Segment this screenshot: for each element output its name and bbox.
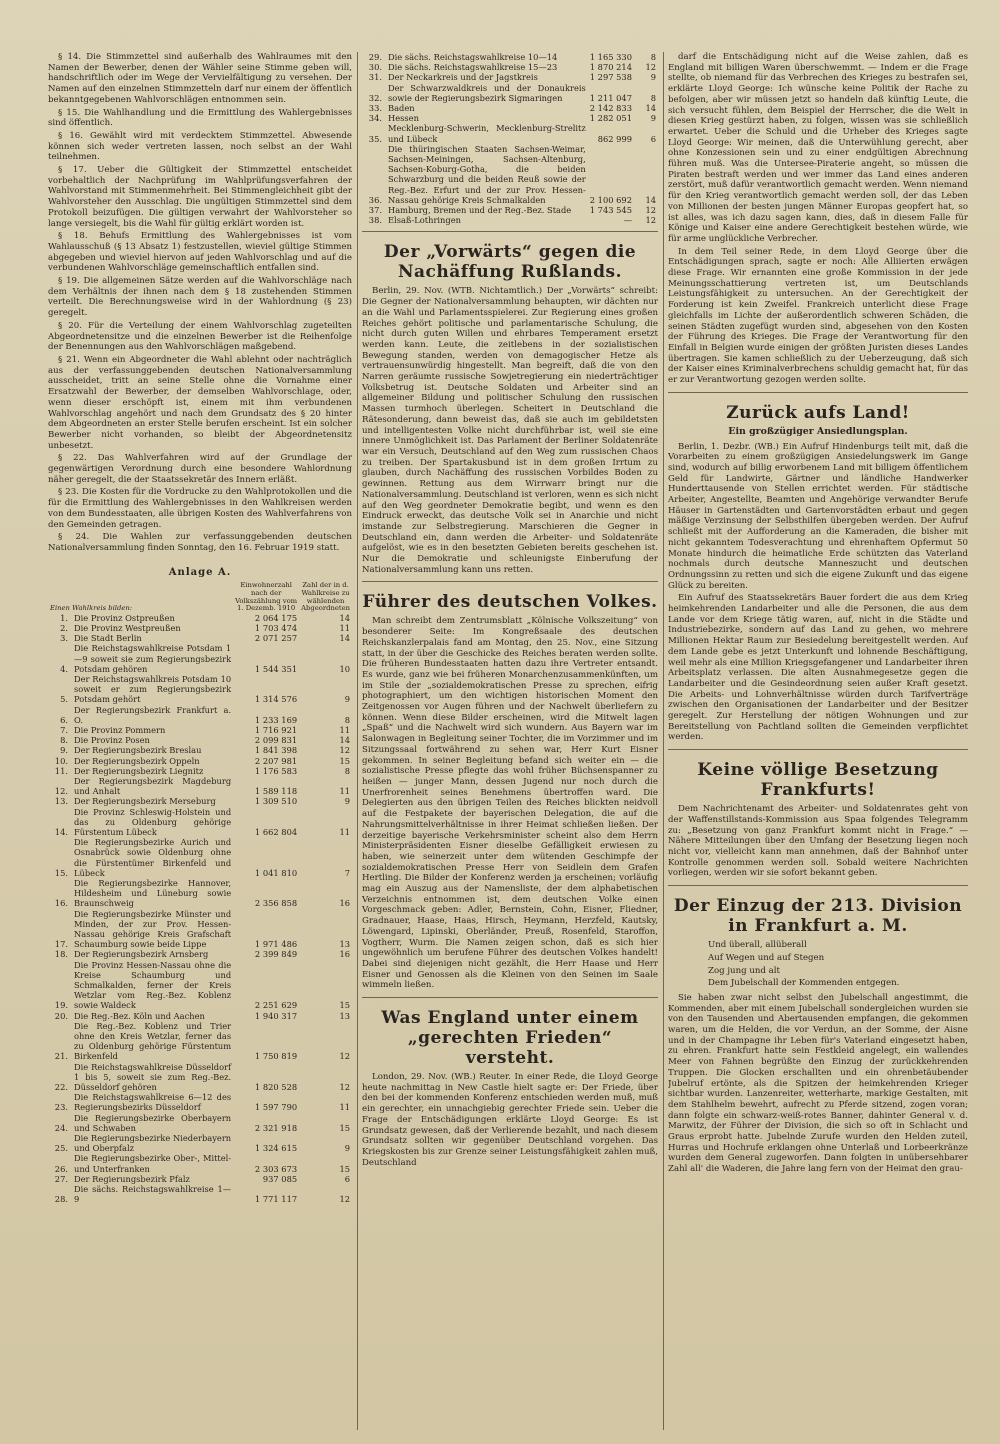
district-name: Der Regierungsbezirk Arnsberg	[74, 949, 209, 960]
table-row	[362, 205, 658, 215]
poem-line: Und überall, allüberall	[708, 940, 807, 951]
district-name: Elsaß-Lothringen	[388, 215, 461, 226]
paragraph: Dem Nachrichtenamt des Arbeiter- und Soldatenrates geht von der Waffenstillstands-Kommission aus Spaa folgendes Telegramm zu: „Besetzung von ganz Frankfurt kommt nicht in Frage.“ — Nähere Mitteilungen über den Umfang der Besetzung liegen noch nicht vor, vielleicht kann man annehmen, daß der Bahnhof unter Kontrolle genommen werden soll. Sobald weitere Nachrichten vorliegen, werden wir sie sofort bekannt geben.	[668, 804, 968, 879]
population: 1 820 528	[254, 1082, 298, 1093]
divider	[668, 885, 968, 886]
table-row	[48, 1021, 352, 1062]
article-body	[362, 1072, 658, 1168]
table-row	[48, 837, 352, 878]
row-number: 29.	[368, 52, 382, 62]
district-name: Die Provinz Hessen-Nassau ohne die Kreise Schaumburg und Schmalkalden, ferner der Kreis Wetzlar vom Reg.-Bez. Koblenz sowie Waldeck	[74, 959, 232, 1011]
district-name: Die Regierungsbezirke Niederbayern und Oberpfalz	[74, 1133, 232, 1154]
table-row	[362, 123, 658, 143]
district-name: Die Regierungsbezirke Hannover, Hildesheim und Lüneburg sowie Braunschweig	[74, 878, 232, 909]
paragraph: Berlin, 29. Nov. (WTB. Nichtamtlich.) Der „Vorwärts“ schreibt: Die Gegner der Nationalversammlung behaupten, wir dächten nur an die Wahl und Parlamentsspielerei. Zur Regierung eines großen Reiches gehört politische und parlamentarische Schulung, die nicht durch guten Willen und ehrbares Temperament ersetzt werden kann. Leute, die zeitlebens in der sozialistischen Bewegung standen, werden von demagogischer Hetze als vertrauensunwürdig hingestellt. Man begreift, daß die von den Narren geräumte russische Sowjetregierung ein niederträchtiger Volksbetrug ist. Deutsche Soldaten und Arbeiter sind an allgemeiner Bildung und politischer Schulung den russischen Massen turmhoch überlegen. Scheitert in Deutschland die Rätesonderung, dann beweist das, daß sie auch im gebildetsten und intelligentesten Volke nicht durchführbar ist, weil sie eine innere Unmöglichkeit ist. Das Parlament der Berliner Soldatenräte war ein Versuch, Deutschland auf den Weg zum russischen Chaos zu treiben. Der Spartakusbund ist in dem großen Irrtum zu glauben, durch Nachäffung des russischen Vorbildes Boden zu gewinnen. Rettung aus dem Wirrwarr bringt nur die Nationalversammlung. Deutschland ist verloren, wenn es sich nicht auf den Weg geordneter Demokratie begibt, und wenn es den Eindruck erweckt, das deutsche Volk sei in Anarchie und nicht imstande zur Selbstregierung. Marschieren die Gegner in Deutschland ein, dann werden die Arbeiter- und Soldatenräte aufgelöst, wie es in den besetzten Gebieten bereits geschehen ist. Nur die Demokratie und schleunigste Einberufung der Nationalversammlung kann uns retten.	[362, 286, 658, 575]
seat-count: 14	[339, 612, 350, 623]
seat-count: 11	[339, 724, 350, 735]
table-row	[362, 103, 658, 113]
paragraph: Man schreibt dem Zentrumsblatt „Kölnische Volkszeitung“ von besonderer Seite: Im Kongreßsaale des deutschen Reichskanzlerpalais fand am Montag, den 25. Nov., eine Sitzung statt, in der über die Geschicke des Reiches beraten werden sollte. Die früheren Bundesstaaten hatten dazu ihre Vertreter entsandt. Es wurde, ganz wie bei früheren Monarchenzusammenkünften, um im Stile der „sozialdemokratischen Presse zu sprechen, eifrig photographiert, um den wichtigen historischen Moment den Zeitgenossen vor Augen führen und der Nachwelt überliefern zu können. Wenn diese Bilder erscheinen, wird die Mitwelt lagen „Spaß“ und die Nachwelt wird sich wundern. Aus Bayern war im Salonwagen in Begleitung seiner Tochter, die im Vorzimmer und im Sitzungssaal fortwährend zu sehen war, Herr Kurt Eisner gekommen. In seiner Begleitung befand sich weiter ein — die sozialistische Presse pflegte das wohl früher Büchsenspanner zu heißen — junger Mann, dessen Jugend nur noch durch die Unerfrorenheit seines Benehmens übertroffen ward. Die Delegierten aus den übrigen Teilen des Reiches blickten neidvoll auf die Festpakete der bayerischen Delegation, die auf die Nahrungsmittelverhältnisse in ihrer Heimat schließen ließen. Der derzeitige bayerische Verkehrsminister scheint also dem Herrn Ministerpräsidenten Eisner dieselbe Gefälligkeit erwiesen zu haben, wie seinerzeit unter dem wütenden Geschimpfe der sozialdemokratischen Presse Herr von Seidlein dem Grafen Hertling. Die Bilder der Konferenz werden ja erscheinen; vorläufig mag ein Auszug aus der Namensliste, der dem alphabetischen Verzeichnis entnommen ist, dem deutschen Volke einen Vorgeschmack geben: Adler, Bernstein, Cohn, Eisner, Fliedner, Gradnauer, Haase, Haas, Hirsch, Heymann, Herzfeld, Kautsky, Löwengard, Lipinski, Oberländer, Preuß, Rosenfeld, Staroffon, Vogtherr, Wurm. Die Namen zeigen schon, daß es sich hier ungewöhnlich um berufene Führer des deutschen Volkes handelt! Dabei sind diejenigen nicht gezählt, die Herr Haase und Herr Eisner und Genossen als die Kleinen von den Seinen im Saale wimmeln ließen.	[362, 616, 658, 991]
seat-count: 15	[339, 1122, 350, 1133]
population: 1 309 510	[254, 796, 298, 807]
population: 2 142 833	[589, 103, 632, 114]
paragraph: § 16. Gewählt wird mit verdecktem Stimmzettel. Abwesende können sich weder vertreten lassen, noch selbst an der Wahl teilnehmen.	[48, 130, 352, 163]
seat-count: 9	[344, 1143, 350, 1154]
population: 862 999	[597, 133, 632, 144]
seat-count: 14	[339, 633, 350, 644]
row-number: 37.	[368, 205, 382, 216]
population: 1 940 317	[254, 1010, 298, 1021]
row-number: 10.	[54, 755, 68, 766]
table-row	[48, 1184, 352, 1204]
divider	[362, 231, 658, 232]
district-name: Die Regierungsbezirke Oberbayern und Schwaben	[74, 1112, 232, 1133]
article-title: Zurück aufs Land!	[726, 402, 910, 423]
district-name: Die Provinz Posen	[74, 735, 150, 746]
table-row	[362, 215, 658, 225]
row-number: 31.	[368, 72, 382, 83]
paragraph: Berlin, 1. Dezbr. (WB.) Ein Aufruf Hindenburgs teilt mit, daß die Vorarbeiten zu einem großzügigen Ansiedelungswerk im Gange sind, wodurch auf billig erworbenem Land mit billigem öffentlichem Geld für Landwirte, Gärtner und ländliche Handwerker Hunderttausende von Stellen errichtet werden. Für städtische Arbeiter, Angestellte, Beamten und Angehörige verwandter Berufe Häuser in Gartenstädten und Gartenvorstädten erbaut und gegen mäßige Verzinsung der Selbsthilfen übergeben werden. Der Aufruf schließt mit der Aufforderung an die Kameraden, die bisher mit nicht gekanntem Todesverachtung und ehrenhaftem Opfermut 50 Monate hindurch die heimatliche Erde schützten das Vaterland nochmals durch deutsche Manneszucht und deutschen Ordnungssinn zu retten und sich die eigene Zukunft und das eigene Glück zu bereiten.	[668, 441, 968, 591]
district-name: Die sächs. Reichstagswahlkreise 10—14	[388, 52, 558, 62]
seat-count: 11	[339, 622, 350, 633]
district-name: Die Reg.-Bez. Köln und Aachen	[74, 1010, 205, 1021]
table-row	[48, 735, 352, 745]
seat-count: 8	[344, 714, 350, 725]
seat-count: 14	[645, 194, 656, 205]
row-number: 26.	[54, 1163, 68, 1174]
seat-count: 13	[339, 939, 350, 950]
population: 1 176 583	[254, 765, 298, 776]
table-row	[48, 909, 352, 950]
row-number: 38.	[368, 215, 382, 226]
population: 1 716 921	[254, 724, 298, 735]
population: 1 211 047	[589, 92, 632, 103]
row-number: 24.	[54, 1122, 68, 1133]
table-row	[48, 807, 352, 838]
district-name: Der Regierungsbezirk Frankfurt a. O.	[74, 704, 232, 725]
paragraph: Ein Aufruf des Staatssekretärs Bauer fordert die aus dem Krieg heimkehrenden Landarbeiter und alle die Personen, die aus dem Lande vor dem Kriege tätig waren, auf, nicht in die Städte und Industriebezirke, sondern auf das Land zu gehen, wo mehrere Millionen Hektar Raum zur Besiedelung bereitgestellt werden. Auf dem Lande gebe es jetzt Unterkunft und lohnende Beschäftigung, weil mehr als eine Million Kriegsgefangener und Landarbeiter ihren Arbeitsplatz verlassen. Die alten Ausnahmegesetze gegen die Landarbeiter und die Gesindeordnung seien außer Kraft gesetzt. Die Arbeits- und Lohnverhältnisse würden durch Tarifverträge zwischen den Organisationen der Landarbeiter und der Besitzer geregelt. Zur Herstellung der nötigen Wohnungen und zur Bereitstellung von Pachtland sollten die Gemeinden verpflichtet werden.	[668, 593, 968, 743]
row-number: 19.	[54, 1000, 68, 1011]
district-name: Der Schwarzwaldkreis und der Donaukreis sowie der Regierungsbezirk Sigmaringen	[388, 82, 586, 103]
row-number: 2.	[60, 622, 68, 633]
divider	[362, 997, 658, 998]
table-row	[48, 1092, 352, 1112]
row-number: 28.	[54, 1194, 68, 1205]
paragraph: § 14. Die Stimmzettel sind außerhalb des Wahlraumes mit den Namen der Bewerber, denen der Wähler seine Stimme geben will, handschriftlich oder im Wege der Vervielfältigung zu versehen. Der Namen auf den einzelnen Stimmzetteln darf nur einem der öffentlich bekanntgegebenen Wahlvorschlägen entnommen sein.	[48, 52, 352, 105]
table-row	[48, 633, 352, 643]
population: 2 321 918	[254, 1122, 298, 1133]
seat-count: 6	[650, 133, 656, 144]
seat-count: 14	[339, 735, 350, 746]
row-number: 33.	[368, 103, 382, 114]
population: 1 597 790	[254, 1102, 298, 1113]
row-number: 34.	[368, 113, 382, 124]
seat-count: 10	[339, 663, 350, 674]
table-row	[48, 1133, 352, 1153]
poem	[668, 940, 968, 989]
row-number: 15.	[54, 867, 68, 878]
population: 2 356 858	[254, 898, 298, 909]
district-name: Die Regierungsbezirke Münster und Minden, der zur Prov. Hessen-Nassau gehörige Kreis Grafschaft Schaumburg sowie beide Lippe	[74, 908, 232, 950]
row-number: 36.	[368, 194, 382, 205]
district-name: Die Reichstagswahlkreise 6—12 des Regierungsbezirks Düsseldorf	[74, 1092, 232, 1113]
paragraph: Sie haben zwar nicht selbst den Jubelschall angestimmt, die Kommenden, aber mit einem Jubelschall sondergleichen wurden sie von den Tausenden und Abertausenden empfangen, die gekommen waren, um die Helden, die vor Verdun, an der Somme, der Aisne und in der Champagne ihr Leben für's Vaterland eingesetzt haben, zu ehren. Frankfurt hatte sein Festkleid angelegt, ein wallendes Meer von Fahnen begrüßte den Einzug der zurückkehrenden Truppen. Die Glocken erschallten und ein ohrenbetäubender Jubelruf ertönte, als die Spitzen der heimkehrenden Krieger sichtbar wurden. Lanzenreiter, wetterharte, markige Gestalten, mit dem Stahlhelm bewehrt, aufrecht zu Pferde sitzend, zogen voran; dann folgte ein schwarz-weiß-rotes Banner, dahinter General v. d. Marwitz, der Führer der Division, die sich so oft in Schlacht und Graus erprobt hatte. Jubelnde Zurufe wurden den Helden zuteil, Hurras und Hochrufe erklangen ohne Unterlaß und Lorbeerkränze wurden dem General zugeworfen. Dann folgten in unübersehbarer Zahl all' die Waderen, die Jahre lang fern von der Heimat den grau-	[668, 992, 968, 1175]
paragraph: § 22. Das Wahlverfahren wird auf der Grundlage der gegenwärtigen Verordnung durch eine besondere Wahlordnung näher geregelt, die der Staatssekretär des Innern erläßt.	[48, 453, 352, 485]
table-row	[48, 674, 352, 705]
article-title: Führer des deutschen Volkes.	[362, 592, 658, 613]
row-number: 27.	[54, 1173, 68, 1184]
article-subtitle: Ein großzügiger Ansiedlungsplan.	[728, 425, 908, 437]
district-name: Die Regierungsbezirke Ober-, Mittel- und Unterfranken	[74, 1153, 232, 1174]
district-name: Die Provinz Schleswig-Holstein und das zu Oldenburg gehörige Fürstentum Lübeck	[74, 806, 232, 837]
article-title: Der „Vorwärts“ gegen die Nachäffung Rußlands.	[383, 242, 637, 283]
district-name: Der Regierungsbezirk Merseburg	[74, 796, 216, 807]
divider	[668, 392, 968, 393]
seat-count: 12	[339, 1082, 350, 1093]
constituency-table-continued	[362, 52, 658, 225]
seat-count: 15	[339, 1000, 350, 1011]
table-row	[48, 1174, 352, 1184]
article-title: Keine völlige Besetzung Frankfurts!	[697, 760, 939, 801]
district-name: Die Reichstagswahlkreise Düsseldorf 1 bis 5, soweit sie zum Reg.-Bez. Düsseldorf gehören	[74, 1061, 232, 1093]
seat-count: 9	[344, 796, 350, 807]
population: 2 251 629	[254, 1000, 298, 1011]
row-number: 12.	[54, 786, 68, 797]
paragraph: § 23. Die Kosten für die Vordrucke zu den Wahlprotokollen und die für die Ermittlung des Wahlergebnisses in den Wahlkreisen werden von dem Bundesstaaten, alle übrigen Kosten des Wahlverfahrens von den Gemeinden getragen.	[48, 487, 352, 530]
table-row	[48, 705, 352, 725]
seat-count: 11	[339, 786, 350, 797]
seat-count: 12	[645, 215, 656, 226]
population: 2 064 175	[254, 612, 298, 623]
table-row	[48, 643, 352, 674]
seat-count: 16	[339, 949, 350, 960]
article-body	[362, 616, 658, 991]
population: 1 165 330	[589, 52, 632, 62]
population: 1 841 398	[254, 745, 298, 756]
district-name: Die Stadt Berlin	[74, 633, 142, 644]
row-number: 30.	[368, 62, 382, 73]
district-name: Die Regierungsbezirke Aurich und Osnabrück sowie Oldenburg ohne die Fürstentümer Birkenfeld und Lübeck	[74, 837, 232, 878]
table-row	[362, 72, 658, 82]
district-name: Baden	[388, 103, 415, 114]
paragraph: § 17. Ueber die Gültigkeit der Stimmzettel entscheidet vorbehaltlich der Nachprüfung im Wahlprüfungsverfahren der Wahlvorstand mit Stimmenmehrheit. Bei Stimmengleichheit gibt der Wahlvorsteher den Ausschlag. Die ungültigen Stimmzettel sind dem Protokoll beizufügen. Die gültigen verwahrt der Wahlvorsteher so lange versiegelt, bis die Wahl für gültig erklärt worden ist.	[48, 165, 352, 229]
seat-count: 14	[645, 103, 656, 114]
table-row	[48, 776, 352, 796]
table-row	[48, 745, 352, 755]
column-rule	[357, 52, 358, 1430]
seat-count: 9	[344, 694, 350, 705]
table-row	[48, 949, 352, 959]
column-3	[668, 52, 968, 1430]
row-number: 18.	[54, 949, 68, 960]
seat-count: 15	[339, 755, 350, 766]
district-name: Der Regierungsbezirk Liegnitz	[74, 765, 204, 776]
poem-line: Zog jung und alt	[708, 965, 780, 976]
row-number: 21.	[54, 1051, 68, 1062]
row-number: 11.	[54, 765, 68, 776]
seat-count: 8	[650, 52, 656, 62]
article-body	[668, 52, 968, 386]
table-row	[48, 1113, 352, 1133]
poem-line: Dem Jubelschall der Kommenden entgegen.	[708, 978, 900, 989]
row-number: 3.	[60, 633, 68, 644]
district-name: Der Regierungsbezirk Pfalz	[74, 1173, 190, 1184]
header-population: Einwohnerzahl nach der Volkszählung vom 1. Dezemb. 1910	[235, 581, 298, 613]
district-name: Die Provinz Westpreußen	[74, 622, 181, 633]
seat-count: 12	[645, 62, 656, 73]
table-row	[362, 62, 658, 72]
table-row	[48, 623, 352, 633]
population: 1 041 810	[254, 867, 298, 878]
row-number: 8.	[60, 735, 68, 746]
header-seats: Zahl der in d. Wahlkreise zu wählenden Abgeordneten	[301, 581, 350, 613]
row-number: 16.	[54, 898, 68, 909]
district-name: Die sächs. Reichstagswahlkreise 1—9	[74, 1184, 232, 1205]
population: 1 314 576	[254, 694, 298, 705]
article-body	[362, 286, 658, 575]
seat-count: 8	[650, 92, 656, 103]
population: 2 303 673	[254, 1163, 298, 1174]
district-name: Die sächs. Reichstagswahlkreise 15—23	[388, 62, 558, 73]
seat-count: 7	[344, 867, 350, 878]
seat-count: 6	[344, 1173, 350, 1184]
seat-count: 15	[339, 1163, 350, 1174]
district-name: Die thüringischen Staaten Sachsen-Weimar, Sachsen-Meiningen, Sachsen-Altenburg, Sachsen-Koburg-Gotha, die beiden Schwarzburg und die beiden Reuß sowie der Reg.-Bez. Erfurt und der zur Prov. Hessen-Nassau gehörige Kreis Schmalkalden	[388, 143, 586, 205]
divider	[668, 749, 968, 750]
seat-count: 11	[339, 1102, 350, 1113]
population: 1 324 615	[254, 1143, 298, 1154]
paragraph: § 19. Die allgemeinen Sätze werden auf die Wahlvorschläge nach dem Verhältnis der ihnen nach dem § 18 zustehenden Stimmen verteilt. Die Berechnungsweise wird in der Wahlordnung (§ 23) geregelt.	[48, 276, 352, 319]
table-row	[48, 1011, 352, 1021]
population: 1 750 819	[254, 1051, 298, 1062]
district-name: Der Regierungsbezirk Breslau	[74, 745, 202, 756]
table-title: Anlage A.	[168, 566, 232, 578]
district-name: Die Reichstagswahlkreise Potsdam 1—9 soweit sie zum Regierungsbezirk Potsdam gehören	[74, 643, 232, 674]
population: —	[623, 215, 632, 226]
election-law-paragraphs	[48, 52, 352, 554]
article-body	[668, 993, 968, 1175]
row-number: 13.	[54, 796, 68, 807]
row-number: 32.	[368, 92, 382, 103]
population: 2 399 849	[254, 949, 298, 960]
district-name: Der Regierungsbezirk Oppeln	[74, 755, 200, 766]
column-2	[362, 52, 658, 1430]
population: 1 771 117	[254, 1194, 298, 1205]
seat-count: 9	[650, 72, 656, 83]
district-name: Die Reg.-Bez. Koblenz und Trier ohne den Kreis Wetzlar, ferner das zu Oldenburg gehörige Fürstentum Birkenfeld	[74, 1020, 232, 1062]
column-rule	[663, 52, 664, 1430]
row-number: 25.	[54, 1143, 68, 1154]
header-district: Einen Wahlkreis bilden:	[50, 604, 133, 613]
table-row	[362, 113, 658, 123]
seat-count: 12	[339, 745, 350, 756]
table-row	[362, 83, 658, 103]
seat-count: 11	[339, 826, 350, 837]
population: 937 085	[262, 1173, 298, 1184]
seat-count: 16	[339, 898, 350, 909]
row-number: 7.	[60, 724, 68, 735]
paragraph: London, 29. Nov. (WB.) Reuter. In einer Rede, die Lloyd George heute nachmittag in New Castle hielt sagte er: Der Friede, über den bei der kommenden Konferenz entschieden werden muß, muß ein gerechter, ein unnachgiebig gerechter Friede sein. Ueber die Frage der Entschädigungen erklärte Lloyd George: Es ist Grundsatz gewesen, daß der Verlierende bezahlt, und nach diesem Grundsatz sollten wir gegenüber Deutschland vorgehen. Das Kriegskosten bis zur Grenze seiner Leistungsfähigkeit zahlen muß, Deutschland	[362, 1072, 658, 1168]
population: 1 282 051	[589, 113, 632, 124]
population: 1 971 486	[254, 939, 298, 950]
row-number: 4.	[60, 663, 68, 674]
row-number: 6.	[60, 714, 68, 725]
table-row	[362, 144, 658, 205]
district-name: Die Provinz Pommern	[74, 724, 166, 735]
row-number: 23.	[54, 1102, 68, 1113]
article-body	[668, 442, 968, 744]
row-number: 22.	[54, 1082, 68, 1093]
population: 2 071 257	[254, 633, 298, 644]
district-name: Hessen	[388, 113, 419, 124]
table-row	[48, 796, 352, 806]
district-name: Hamburg, Bremen und der Reg.-Bez. Stade	[388, 205, 572, 216]
seat-count: 9	[650, 113, 656, 124]
population: 1 662 804	[254, 826, 298, 837]
seat-count: 8	[344, 765, 350, 776]
table-row	[362, 52, 658, 62]
paragraph: In dem Teil seiner Rede, in dem Lloyd George über die Entschädigungen sprach, sagte er noch: Alle Alliierten erwägen diese Frage. Wir ernannten eine große Kommission in der jede Meinungsschattierung vertreten ist, um Deutschlands Leistungsfähigkeit zu untersuchen. An der Gerechtigkeit der Forderung ist kein Zweifel. Frankreich unterlicht diese Frage gleichfalls im Lichte der außerordentlich schweren Schäden, die seinen Städten zugefügt wurden sind, abgesehen von den Kosten der Führung des Krieges. Die Frage der Verantwortung für den Einfall in Belgien wurde einigen der größten Juristen dieses Landes übertragen. Sie kamen schließlich zu der Ueberzeugung, daß sich der Kaiser eines Kriminalverbrechens schuldig gemacht hat, für das er zur Verantwortung gezogen werden sollte.	[668, 246, 968, 386]
seat-count: 12	[645, 205, 656, 216]
table-row	[48, 756, 352, 766]
population: 1 589 118	[254, 786, 298, 797]
poem-line: Auf Wegen und auf Stegen	[708, 952, 825, 963]
paragraph: § 24. Die Wahlen zur verfassunggebenden deutschen Nationalversammlung finden Sonntag, den 16. Februar 1919 statt.	[48, 532, 352, 553]
table-row	[48, 766, 352, 776]
table-row	[48, 960, 352, 1011]
population: 1 297 538	[589, 72, 632, 83]
district-name: Der Regierungsbezirk Magdeburg und Anhalt	[74, 775, 232, 797]
row-number: 5.	[60, 694, 68, 705]
paragraph: § 18. Behufs Ermittlung des Wahlergebnisses ist vom Wahlausschuß (§ 13 Absatz 1) festzustellen, wieviel gültige Stimmen abgegeben und wieviel hiervon auf jeden Wahlvorschlag und auf die verbundenen Wahlvorschläge gemeinschaftlich entfallen sind.	[48, 231, 352, 274]
district-name: Die Provinz Ostpreußen	[74, 612, 175, 623]
article-title: Der Einzug der 213. Division in Frankfurt a. M.	[673, 896, 963, 937]
row-number: 14.	[54, 826, 68, 837]
article-title: Was England unter einem „gerechten Frieden“ versteht.	[381, 1008, 639, 1069]
seat-count: 12	[339, 1051, 350, 1062]
table-row	[48, 1062, 352, 1093]
population: 2 207 981	[254, 755, 298, 766]
seat-count: 13	[339, 1010, 350, 1021]
row-number: 17.	[54, 939, 68, 950]
seat-count: 12	[339, 1194, 350, 1205]
table-row	[48, 1153, 352, 1173]
constituency-table	[48, 582, 352, 1204]
district-name: Der Neckarkreis und der Jagstkreis	[388, 72, 538, 83]
district-name: Mecklenburg-Schwerin, Mecklenburg-Strelitz und Lübeck	[388, 123, 586, 144]
row-number: 35.	[368, 133, 382, 144]
paragraph: § 20. Für die Verteilung der einem Wahlvorschlag zugeteilten Abgeordnetensitze und die einzelnen Bewerber ist die Reihenfolge der Benennungen aus den Wahlvorschlägen maßgebend.	[48, 320, 352, 353]
paragraph: § 15. Die Wahlhandlung und die Ermittlung des Wahlergebnisses sind öffentlich.	[48, 107, 352, 129]
district-name: Der Reichstagswahlkreis Potsdam 10 soweit er zum Regierungsbezirk Potsdam gehört	[74, 673, 232, 705]
column-1	[48, 52, 352, 1430]
row-number: 20.	[54, 1010, 68, 1021]
article-body	[668, 804, 968, 879]
row-number: 1.	[60, 612, 68, 623]
population: 2 099 831	[254, 735, 298, 746]
row-number: 9.	[60, 745, 68, 756]
divider	[362, 581, 658, 582]
population: 1 743 545	[589, 205, 632, 216]
population: 1 233 169	[254, 714, 298, 725]
table-row	[48, 613, 352, 623]
table-row	[48, 878, 352, 909]
paragraph: darf die Entschädigung nicht auf die Weise zahlen, daß es England mit billigen Waren überschwemmt. — Indem er die Frage stellte, ob niemand für das Verbrechen des Krieges zu bestrafen sei, erklärte Lloyd George: Ich wünsche keine Politik der Rache zu befolgen, aber wir müssen jetzt so handeln daß künftig Leute, die sich versucht fühlen, dem Beispiel der Herrscher, die die Welt in diesen Krieg gestürzt haben, zu folgen, wissen was sie schließlich erwartet. Ueber die Schuld und die Urheber des Krieges sagte Lloyd George: Wir meinen, daß die Unterwühlung gerecht, aber ohne Konzessionen sein und zu einer endgültigen Abrechnung führen muß. Was die Untersee-Piraterie angeht, so müssen die Piraten bestraft werden und wer immer das Land eines anderen zerstört, muß dafür verantwortlich gemacht werden. Wenn niemand für den Krieg verantwortlich gemacht werden soll, der das Leben von Millionen der besten jungen Männer Europas geopfert hat, so ist alles, was ich dazu sagen kann, dies, daß in diesem Falle für Könige und Kaiser eine andere Gerechtigkeit bestehen würde, wie für arme unglückliche Verbrecher.	[668, 52, 968, 244]
table-row	[48, 725, 352, 735]
population: 1 703 474	[254, 622, 298, 633]
population: 1 544 351	[254, 663, 298, 674]
paragraph: § 21. Wenn ein Abgeordneter die Wahl ablehnt oder nachträglich aus der verfassunggebenden deutschen Nationalversammlung ausscheidet, tritt an seine Stelle ohne die Vornahme einer Ersatzwahl der Bewerber, der demselben Wahlvorschlage, oder, wenn dieser erschöpft ist, einem mit ihm verbundenen Wahlvorschlag angehört und nach dem Grundsatz des § 20 hinter dem Abgeordneten an erster Stelle berufen erscheint. Ist ein solcher Bewerber nicht vorhanden, so bleibt der Abgeordnetensitz unbesetzt.	[48, 354, 352, 451]
population: 2 100 692	[589, 194, 632, 205]
table-header	[48, 582, 352, 612]
population: 1 870 214	[589, 62, 632, 73]
